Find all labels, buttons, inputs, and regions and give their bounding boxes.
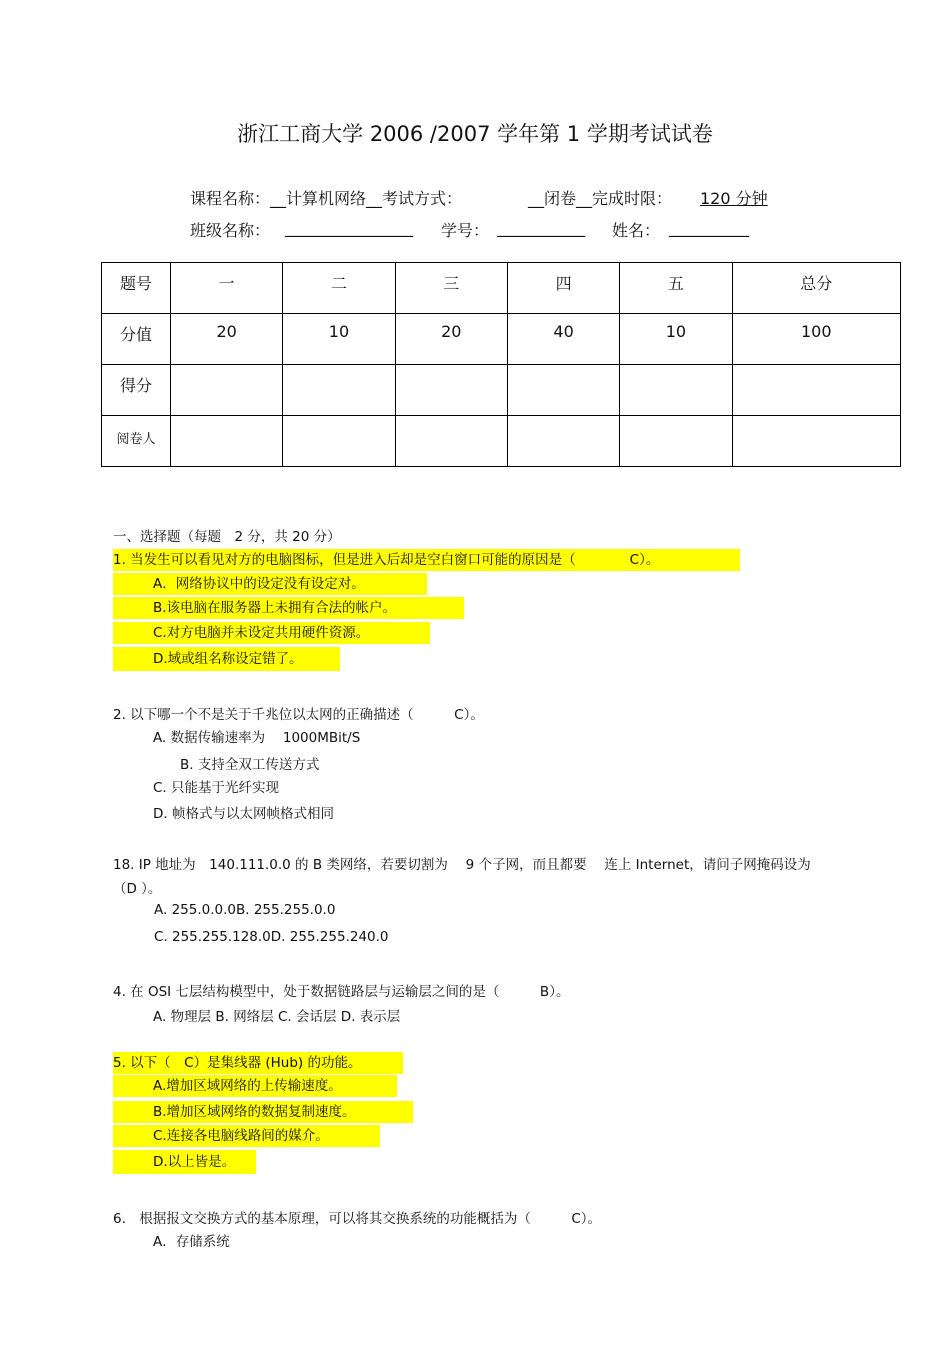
class-name-blank: ________________ [285, 218, 413, 237]
question-1-option-a: A．网络协议中的设定没有设定对。 [113, 573, 427, 595]
header-cell: 二 [283, 263, 395, 314]
header-cell: 三 [395, 263, 507, 314]
score-cell[interactable] [620, 365, 732, 416]
points-cell: 100 [732, 314, 900, 365]
points-cell: 10 [620, 314, 732, 365]
table-row-headers [102, 263, 901, 314]
question-6-option-a: A．存储系统 [153, 1234, 230, 1250]
grader-cell[interactable] [620, 416, 732, 467]
grader-cell[interactable] [507, 416, 619, 467]
points-cell: 20 [171, 314, 283, 365]
points-cell: 10 [283, 314, 395, 365]
header-cell: 题号 [102, 263, 171, 314]
class-name-label: 班级名称： [190, 221, 271, 240]
course-value: __计算机网络__ [270, 189, 383, 208]
grader-label-cell: 阅卷人 [102, 416, 171, 467]
section-title: 一、选择题（每题 2 分，共 20 分） [113, 529, 341, 545]
exam-mode-field [528, 186, 672, 209]
grader-cell[interactable] [732, 416, 900, 467]
score-cell[interactable] [507, 365, 619, 416]
points-label-cell: 分值 [102, 314, 171, 365]
score-cell[interactable] [732, 365, 900, 416]
score-cell[interactable] [395, 365, 507, 416]
exam-title: 浙江工商大学 2006 /2007 学年第 1 学期考试试卷 [237, 122, 713, 146]
header-cell: 总分 [732, 263, 900, 314]
student-id-label: 学号： [441, 221, 490, 240]
question-6-stem: 6. 根据报文交换方式的基本原理，可以将其交换系统的功能概括为（ C）。 [113, 1211, 602, 1227]
question-1-option-b: B.该电脑在服务器上未拥有合法的帐户。 [113, 597, 464, 619]
exam-mode-value: __闭卷__ [528, 189, 593, 208]
question-2-option-c: C. 只能基于光纤实现 [153, 780, 280, 796]
score-cell[interactable] [283, 365, 395, 416]
table-row-grader [102, 416, 901, 467]
question-5-stem: 5. 以下（ C）是集线器 (Hub) 的功能。 [113, 1052, 403, 1074]
question-18-options-cd: C. 255.255.128.0D. 255.255.240.0 [154, 929, 389, 945]
question-1-stem: 1. 当发生可以看见对方的电脑图标，但是进入后却是空白窗口可能的原因是（ C）。 [113, 549, 740, 571]
score-label-cell: 得分 [102, 365, 171, 416]
question-4-options: A. 物理层 B. 网络层 C. 会话层 D. 表示层 [153, 1009, 401, 1025]
grader-cell[interactable] [171, 416, 283, 467]
question-5-option-a: A.增加区域网络的上传输速度。 [113, 1075, 397, 1097]
question-5-option-c: C.连接各电脑线路间的媒介。 [113, 1125, 380, 1147]
question-1-option-d: D.域或组名称设定错了。 [113, 647, 340, 671]
student-name-blank: __________ [669, 218, 749, 237]
question-1-option-c: C.对方电脑并未设定共用硬件资源。 [113, 622, 430, 644]
header-cell: 一 [171, 263, 283, 314]
score-cell[interactable] [171, 365, 283, 416]
points-cell: 20 [395, 314, 507, 365]
question-2-option-b: B. 支持全双工传送方式 [180, 757, 320, 773]
table-row-score [102, 365, 901, 416]
course-label: 课程名称： [190, 189, 271, 208]
question-5-option-d: D.以上皆是。 [113, 1150, 256, 1174]
score-table [101, 262, 901, 467]
student-id-blank: ___________ [497, 218, 585, 237]
question-18-answer: （D ）。 [113, 881, 162, 897]
course-name-field [190, 186, 462, 209]
student-name-label: 姓名： [612, 221, 661, 240]
question-18-options-ab: A. 255.0.0.0B. 255.255.0.0 [154, 902, 336, 918]
table-row-points [102, 314, 901, 365]
grader-cell[interactable] [395, 416, 507, 467]
exam-mode-label: 考试方式： [382, 189, 463, 208]
question-2-stem: 2. 以下哪一个不是关于千兆位以太网的正确描述（ C）。 [113, 707, 484, 723]
header-cell: 四 [507, 263, 619, 314]
question-2-option-d: D. 帧格式与以太网帧格式相同 [153, 806, 334, 822]
question-5-option-b: B.增加区域网络的数据复制速度。 [113, 1101, 413, 1123]
question-18-stem: 18. IP 地址为 140.111.0.0 的 B 类网络，若要切割为 9 个子网，而且都要 连上 Internet，请问子网掩码设为 [113, 857, 811, 873]
question-2-option-a: A. 数据传输速率为 1000MBit/S [153, 730, 361, 746]
question-4-stem: 4. 在 OSI 七层结构模型中，处于数据链路层与运输层之间的是（ B）。 [113, 984, 570, 1000]
time-limit-value: 120 分钟 [700, 189, 768, 208]
points-cell: 40 [507, 314, 619, 365]
grader-cell[interactable] [283, 416, 395, 467]
header-cell: 五 [620, 263, 732, 314]
time-limit-label: 完成时限： [592, 189, 673, 208]
